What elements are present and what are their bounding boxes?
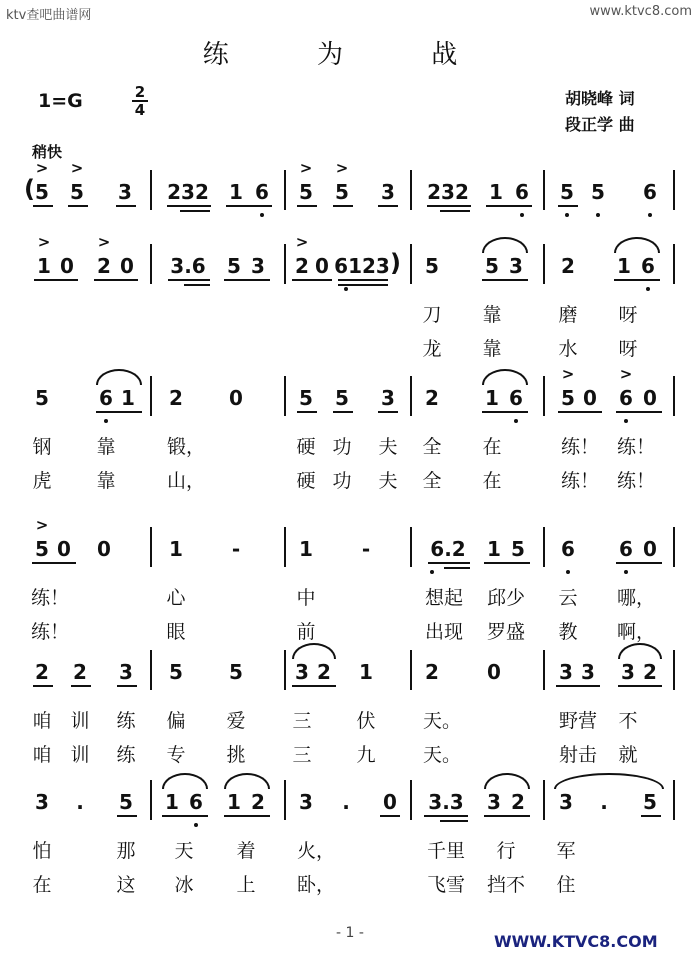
underline: [333, 411, 353, 413]
bar-line: [410, 650, 412, 690]
note: 3: [118, 180, 132, 204]
slur: [96, 369, 142, 385]
note: 1: [229, 180, 243, 204]
rest: 0: [229, 386, 243, 410]
lyric: 爱: [226, 710, 246, 732]
note: 3: [559, 790, 573, 814]
underline: [117, 815, 137, 817]
lyric: 云: [558, 587, 578, 609]
note: 5: [227, 254, 241, 278]
underline: [484, 815, 530, 817]
note: 6: [255, 180, 269, 204]
slur: [484, 773, 530, 789]
bar-line: [673, 376, 675, 416]
low-octave-dot: [194, 823, 198, 827]
note: 5: [511, 537, 525, 561]
underline: [427, 205, 471, 207]
slur: [482, 369, 528, 385]
note: 5: [35, 180, 49, 204]
lyric: 天。: [422, 710, 462, 732]
note: 5: [35, 537, 49, 561]
lyric: 练！: [616, 436, 656, 458]
lyric: 这: [116, 874, 136, 896]
note: 5: [335, 386, 349, 410]
note: 5: [299, 386, 313, 410]
low-octave-dot: [646, 287, 650, 291]
note: 6: [643, 180, 657, 204]
note: 1: [617, 254, 631, 278]
accent-mark: >: [37, 233, 51, 251]
slur: [292, 643, 336, 659]
bar-line: [284, 780, 286, 820]
lyric: 硬: [296, 436, 316, 458]
lyric: 山，: [166, 470, 206, 492]
note: 1: [227, 790, 241, 814]
rest: 0: [120, 254, 134, 278]
open-paren: (: [24, 175, 35, 203]
bar-line: [410, 170, 412, 210]
underline: [71, 685, 91, 687]
bar-line: [150, 244, 152, 284]
bottom-watermark: [494, 930, 694, 952]
lyric: 上: [236, 874, 256, 896]
lyric: 咱: [32, 744, 52, 766]
lyric: 哪，: [616, 587, 656, 609]
bar-line: [673, 780, 675, 820]
note: 3: [381, 386, 395, 410]
lyric: 练！: [30, 621, 70, 643]
note: 3: [295, 660, 309, 684]
underline: [424, 815, 468, 817]
accent-mark: >: [561, 365, 575, 383]
lyric: 训: [70, 744, 90, 766]
note: 3: [119, 660, 133, 684]
low-octave-dot: [344, 287, 348, 291]
underline: [378, 411, 398, 413]
note: 3: [487, 790, 501, 814]
note: 3: [251, 254, 265, 278]
lyric: 邱少: [486, 587, 526, 609]
underline: [226, 205, 272, 207]
dash: -: [361, 537, 371, 561]
underline: [618, 685, 662, 687]
note: 2: [35, 660, 49, 684]
lyric: 天: [174, 840, 194, 862]
lyric: 夫: [378, 470, 398, 492]
lyric: 呀: [618, 304, 638, 326]
note: 5: [229, 660, 243, 684]
bar-line: [150, 170, 152, 210]
dot-extension: .: [342, 790, 350, 814]
lyric: 训: [70, 710, 90, 732]
lyric: 挑: [226, 744, 246, 766]
underline: [486, 205, 532, 207]
note: 1: [489, 180, 503, 204]
double-underline: [444, 567, 470, 569]
bar-line: [673, 650, 675, 690]
lyric: 偏: [166, 710, 186, 732]
lyric: 全: [422, 470, 442, 492]
underline: [484, 562, 530, 564]
note: 2: [97, 254, 111, 278]
underline: [482, 279, 528, 281]
underline: [297, 205, 317, 207]
lyric: 出现: [424, 621, 464, 643]
lyric: 在: [32, 874, 52, 896]
lyric: 靠: [96, 470, 116, 492]
lyric: 虎: [32, 470, 52, 492]
rest: 0: [487, 660, 501, 684]
lyric: 练！: [560, 470, 600, 492]
composer-credit: 段正学 曲: [565, 115, 635, 134]
underline: [34, 279, 78, 281]
low-octave-dot: [596, 213, 600, 217]
note: 6: [641, 254, 655, 278]
underline: [224, 279, 270, 281]
lyric: 练: [116, 744, 136, 766]
lyric: 想起: [424, 587, 464, 609]
lyric: 钢: [32, 436, 52, 458]
bar-line: [284, 244, 286, 284]
time-signature: [132, 84, 148, 118]
note: 2: [425, 660, 439, 684]
underline: [96, 411, 142, 413]
low-octave-dot: [514, 419, 518, 423]
note: 5: [299, 180, 313, 204]
note: 1: [299, 537, 313, 561]
lyric: 咱: [32, 710, 52, 732]
note: 6: [515, 180, 529, 204]
double-underline: [440, 820, 468, 822]
double-underline: [338, 284, 388, 286]
lyric: 靠: [96, 436, 116, 458]
watermark-left: ktv查吧曲谱网: [6, 8, 92, 23]
lyric: 硬: [296, 470, 316, 492]
note: 3: [35, 790, 49, 814]
bar-line: [543, 527, 545, 567]
underline: [558, 205, 578, 207]
note: 2: [643, 660, 657, 684]
note: 5: [119, 790, 133, 814]
song-title: 练 为 战: [202, 40, 498, 70]
lyric: 水: [558, 338, 578, 360]
note: 5: [335, 180, 349, 204]
lyric: 卧，: [296, 874, 336, 896]
lyric: 在: [482, 436, 502, 458]
accent-mark: >: [35, 516, 49, 534]
underline: [116, 205, 136, 207]
underline: [94, 279, 138, 281]
underline: [641, 815, 661, 817]
bar-line: [410, 527, 412, 567]
lyric: 挡不: [486, 874, 526, 896]
bar-line: [543, 650, 545, 690]
bar-line: [543, 780, 545, 820]
note: 6.2: [430, 537, 466, 561]
note: 1: [169, 537, 183, 561]
note: 2: [73, 660, 87, 684]
accent-mark: >: [35, 159, 49, 177]
note: 3.6: [170, 254, 206, 278]
underline: [292, 279, 332, 281]
note: 2: [169, 386, 183, 410]
note: 5: [591, 180, 605, 204]
underline: [297, 411, 317, 413]
key-signature: 1=G: [38, 90, 83, 112]
note: 5: [485, 254, 499, 278]
lyric: 功: [332, 470, 352, 492]
underline: [616, 562, 662, 564]
underline: [33, 685, 53, 687]
note: 1: [165, 790, 179, 814]
lyric: 住: [556, 874, 576, 896]
note: 3: [381, 180, 395, 204]
note: 1: [487, 537, 501, 561]
lyric: 呀: [618, 338, 638, 360]
lyric: 练: [116, 710, 136, 732]
note: 2: [295, 254, 309, 278]
dot-extension: .: [76, 790, 84, 814]
lyric: 伏: [356, 710, 376, 732]
lyric: 练！: [560, 436, 600, 458]
bar-line: [284, 376, 286, 416]
lyric: 千里: [426, 840, 466, 862]
slur: [482, 237, 528, 253]
double-underline: [184, 284, 210, 286]
bar-line: [150, 650, 152, 690]
underline: [428, 562, 470, 564]
double-underline: [440, 210, 470, 212]
lyricist-credit: 胡晓峰 词: [565, 89, 635, 108]
lyric: 中: [296, 587, 316, 609]
lyric: 前: [296, 621, 316, 643]
underline: [558, 411, 602, 413]
note: 3.3: [428, 790, 464, 814]
low-octave-dot: [430, 570, 434, 574]
lyric: 射击: [558, 744, 598, 766]
lyric: 功: [332, 436, 352, 458]
lyric: 冰: [174, 874, 194, 896]
lyric: 练！: [30, 587, 70, 609]
rest: 0: [643, 386, 657, 410]
underline: [162, 815, 208, 817]
rest: 0: [57, 537, 71, 561]
underline: [614, 279, 660, 281]
note: 6: [189, 790, 203, 814]
note: 5: [561, 386, 575, 410]
meter-bottom: 4: [132, 100, 148, 118]
double-underline: [180, 210, 210, 212]
low-octave-dot: [648, 213, 652, 217]
note: 6: [509, 386, 523, 410]
note: 5: [643, 790, 657, 814]
note: 3: [509, 254, 523, 278]
accent-mark: >: [295, 233, 309, 251]
underline: [616, 411, 662, 413]
note: 2: [511, 790, 525, 814]
bar-line: [673, 527, 675, 567]
bar-line: [150, 376, 152, 416]
lyric: 就: [618, 744, 638, 766]
note: 5: [425, 254, 439, 278]
note: 2: [317, 660, 331, 684]
page-number: - 1 -: [336, 925, 364, 941]
underline: [333, 205, 353, 207]
lyric: 着: [236, 840, 256, 862]
slur: [224, 773, 270, 789]
lyric: 天。: [422, 744, 462, 766]
low-octave-dot: [566, 570, 570, 574]
underline: [68, 205, 88, 207]
bar-line: [150, 780, 152, 820]
note: 2: [425, 386, 439, 410]
underline: [32, 562, 76, 564]
note: 2: [251, 790, 265, 814]
note: 5: [169, 660, 183, 684]
lyric: 靠: [482, 338, 502, 360]
bottom-watermark-text: WWW.KTVC8.COM: [494, 932, 658, 951]
underline: [292, 685, 336, 687]
bar-line: [673, 170, 675, 210]
underline: [117, 685, 137, 687]
underline: [378, 205, 398, 207]
slur: [162, 773, 208, 789]
slur: [614, 237, 660, 253]
note: 1: [121, 386, 135, 410]
note: 3: [299, 790, 313, 814]
note: 6123: [334, 254, 390, 278]
bar-line: [284, 650, 286, 690]
rest: 0: [643, 537, 657, 561]
lyric: 军: [556, 840, 576, 862]
note: 5: [560, 180, 574, 204]
rest: 0: [60, 254, 74, 278]
low-octave-dot: [565, 213, 569, 217]
note: 3: [581, 660, 595, 684]
note: 5: [35, 386, 49, 410]
note: 1: [359, 660, 373, 684]
bar-line: [410, 244, 412, 284]
lyric: 罗盛: [486, 621, 526, 643]
lyric: 锻，: [166, 436, 206, 458]
note: 232: [167, 180, 209, 204]
note: 2: [561, 254, 575, 278]
accent-mark: >: [619, 365, 633, 383]
dot-extension: .: [600, 790, 608, 814]
underline: [167, 205, 211, 207]
underline: [338, 279, 388, 281]
meter-top: 2: [134, 83, 146, 101]
accent-mark: >: [97, 233, 111, 251]
lyric: 啊，: [616, 621, 656, 643]
lyric: 全: [422, 436, 442, 458]
lyric: 龙: [422, 338, 442, 360]
lyric: 飞雪: [426, 874, 466, 896]
bar-line: [673, 244, 675, 284]
bar-line: [410, 376, 412, 416]
lyric: 教: [558, 621, 578, 643]
lyric: 火，: [296, 840, 336, 862]
rest: 0: [97, 537, 111, 561]
note: 1: [485, 386, 499, 410]
lyric: 九: [356, 744, 376, 766]
bar-line: [543, 170, 545, 210]
lyric: 野营: [558, 710, 598, 732]
lyric: 眼: [166, 621, 186, 643]
lyric: 专: [166, 744, 186, 766]
lyric: 刀: [422, 304, 442, 326]
bar-line: [543, 376, 545, 416]
bar-line: [284, 170, 286, 210]
lyric: 夫: [378, 436, 398, 458]
low-octave-dot: [260, 213, 264, 217]
lyric: 心: [166, 587, 186, 609]
note: 1: [37, 254, 51, 278]
lyric: 三: [292, 744, 312, 766]
bar-line: [543, 244, 545, 284]
underline: [482, 411, 528, 413]
bar-line: [410, 780, 412, 820]
low-octave-dot: [104, 419, 108, 423]
lyric: 练！: [616, 470, 656, 492]
slur: [618, 643, 662, 659]
lyric: 在: [482, 470, 502, 492]
lyric: 磨: [558, 304, 578, 326]
rest: 0: [583, 386, 597, 410]
lyric: 三: [292, 710, 312, 732]
close-paren: ): [390, 249, 401, 277]
lyric: 行: [496, 840, 516, 862]
lyric: 那: [116, 840, 136, 862]
low-octave-dot: [520, 213, 524, 217]
underline: [168, 279, 210, 281]
note: 5: [70, 180, 84, 204]
note: 6: [561, 537, 575, 561]
watermark-right: www.ktvc8.com: [589, 4, 692, 19]
accent-mark: >: [70, 159, 84, 177]
underline: [556, 685, 600, 687]
accent-mark: >: [299, 159, 313, 177]
note: 3: [621, 660, 635, 684]
note: 6: [619, 386, 633, 410]
lyric: 怕: [32, 840, 52, 862]
low-octave-dot: [624, 419, 628, 423]
note: 232: [427, 180, 469, 204]
low-octave-dot: [624, 570, 628, 574]
lyric: 靠: [482, 304, 502, 326]
underline: [224, 815, 270, 817]
bar-line: [284, 527, 286, 567]
note: 6: [619, 537, 633, 561]
bar-line: [150, 527, 152, 567]
note: 3: [559, 660, 573, 684]
dash: -: [231, 537, 241, 561]
note: 6: [99, 386, 113, 410]
accent-mark: >: [335, 159, 349, 177]
underline: [33, 205, 53, 207]
rest: 0: [383, 790, 397, 814]
underline: [380, 815, 400, 817]
tie: [554, 773, 664, 789]
lyric: 不: [618, 710, 638, 732]
tempo-marking: 稍快: [32, 143, 63, 161]
rest: 0: [315, 254, 329, 278]
